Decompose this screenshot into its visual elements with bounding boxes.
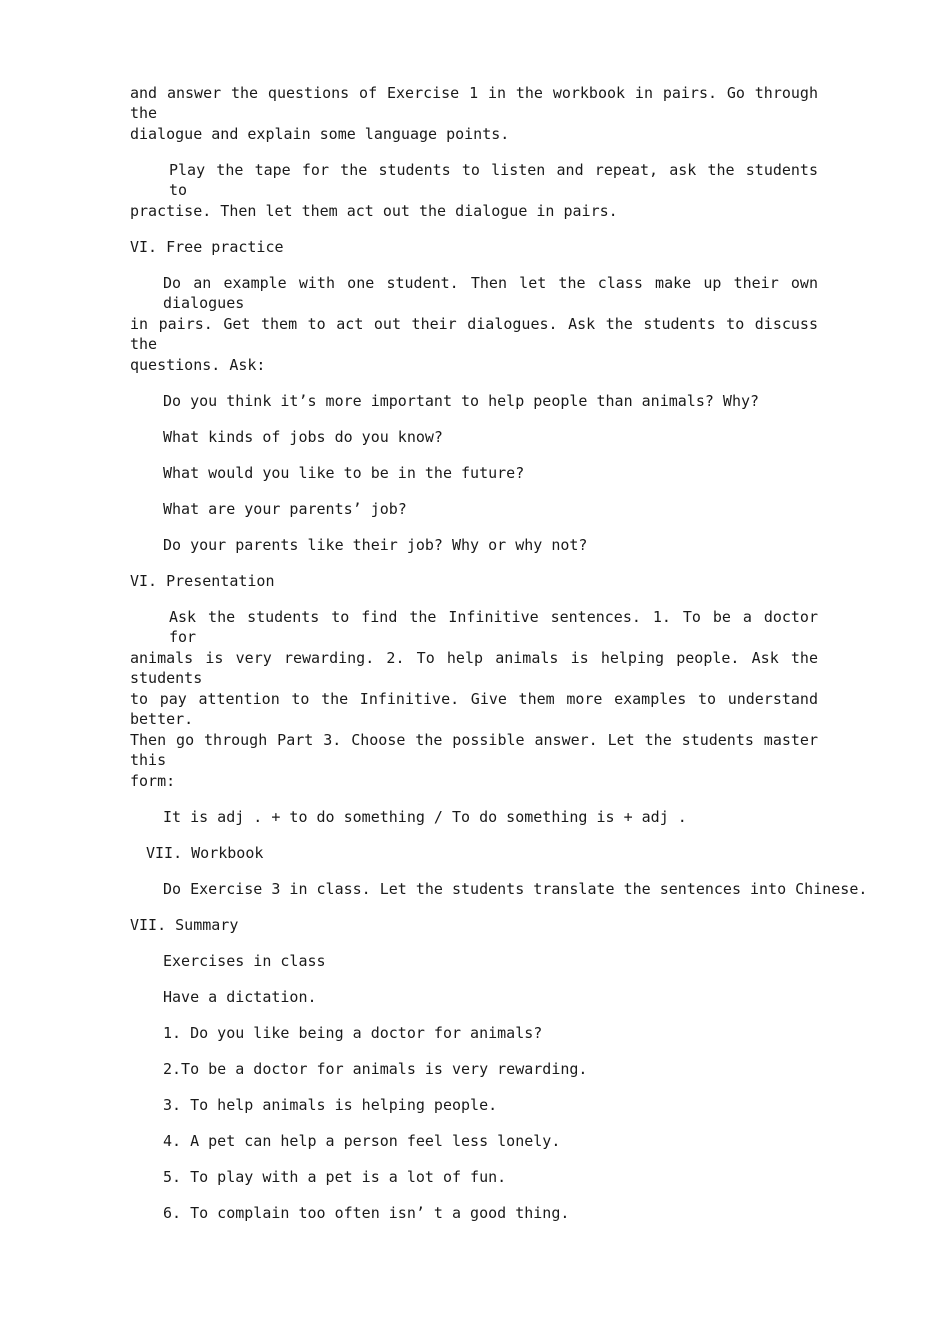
section-heading-presentation: VI. Presentation — [130, 572, 275, 590]
paragraph-line: Do an example with one student. Then let the class make up their own dialogues — [163, 274, 818, 312]
paragraph-line: form: — [130, 772, 176, 790]
question-item: Do you think it’s more important to help people than animals? Why? — [163, 392, 760, 410]
paragraph-line: to pay attention to the Infinitive. Give them more examples to understand better. — [130, 690, 818, 728]
grammar-form: It is adj . + to do something / To do something is + adj . — [163, 808, 687, 826]
list-item: 3. To help animals is helping people. — [163, 1096, 498, 1114]
paragraph-line: Ask the students to find the Infinitive sentences. 1. To be a doctor for — [169, 608, 818, 646]
paragraph-line: Do Exercise 3 in class. Let the students translate the sentences into Chinese. — [163, 880, 868, 898]
list-item: 4. A pet can help a person feel less lonely. — [163, 1132, 561, 1150]
question-item: What would you like to be in the future? — [163, 464, 525, 482]
paragraph-line: practise. Then let them act out the dialogue in pairs. — [130, 202, 618, 220]
paragraph-line: in pairs. Get them to act out their dialogues. Ask the students to discuss the — [130, 315, 818, 353]
paragraph-line: questions. Ask: — [130, 356, 266, 374]
paragraph-line: animals is very rewarding. 2. To help animals is helping people. Ask the students — [130, 649, 818, 687]
paragraph-line: dialogue and explain some language points. — [130, 125, 510, 143]
exercises-title: Exercises in class — [163, 952, 326, 970]
section-heading-free-practice: VI. Free practice — [130, 238, 284, 256]
list-item: 5. To play with a pet is a lot of fun. — [163, 1168, 507, 1186]
section-heading-workbook: VII. Workbook — [146, 844, 264, 862]
list-item: 6. To complain too often isn’ t a good thing. — [163, 1204, 570, 1222]
dictation-label: Have a dictation. — [163, 988, 317, 1006]
list-item: 2.To be a doctor for animals is very rewarding. — [163, 1060, 588, 1078]
list-item: 1. Do you like being a doctor for animals? — [163, 1024, 543, 1042]
paragraph-line: and answer the questions of Exercise 1 in the workbook in pairs. Go through the — [130, 84, 818, 122]
paragraph-line: Play the tape for the students to listen and repeat, ask the students to — [169, 161, 818, 199]
paragraph-line: Then go through Part 3. Choose the possible answer. Let the students master this — [130, 731, 818, 769]
question-item: What are your parents’ job? — [163, 500, 407, 518]
question-item: What kinds of jobs do you know? — [163, 428, 443, 446]
section-heading-summary: VII. Summary — [130, 916, 239, 934]
question-item: Do your parents like their job? Why or why not? — [163, 536, 588, 554]
